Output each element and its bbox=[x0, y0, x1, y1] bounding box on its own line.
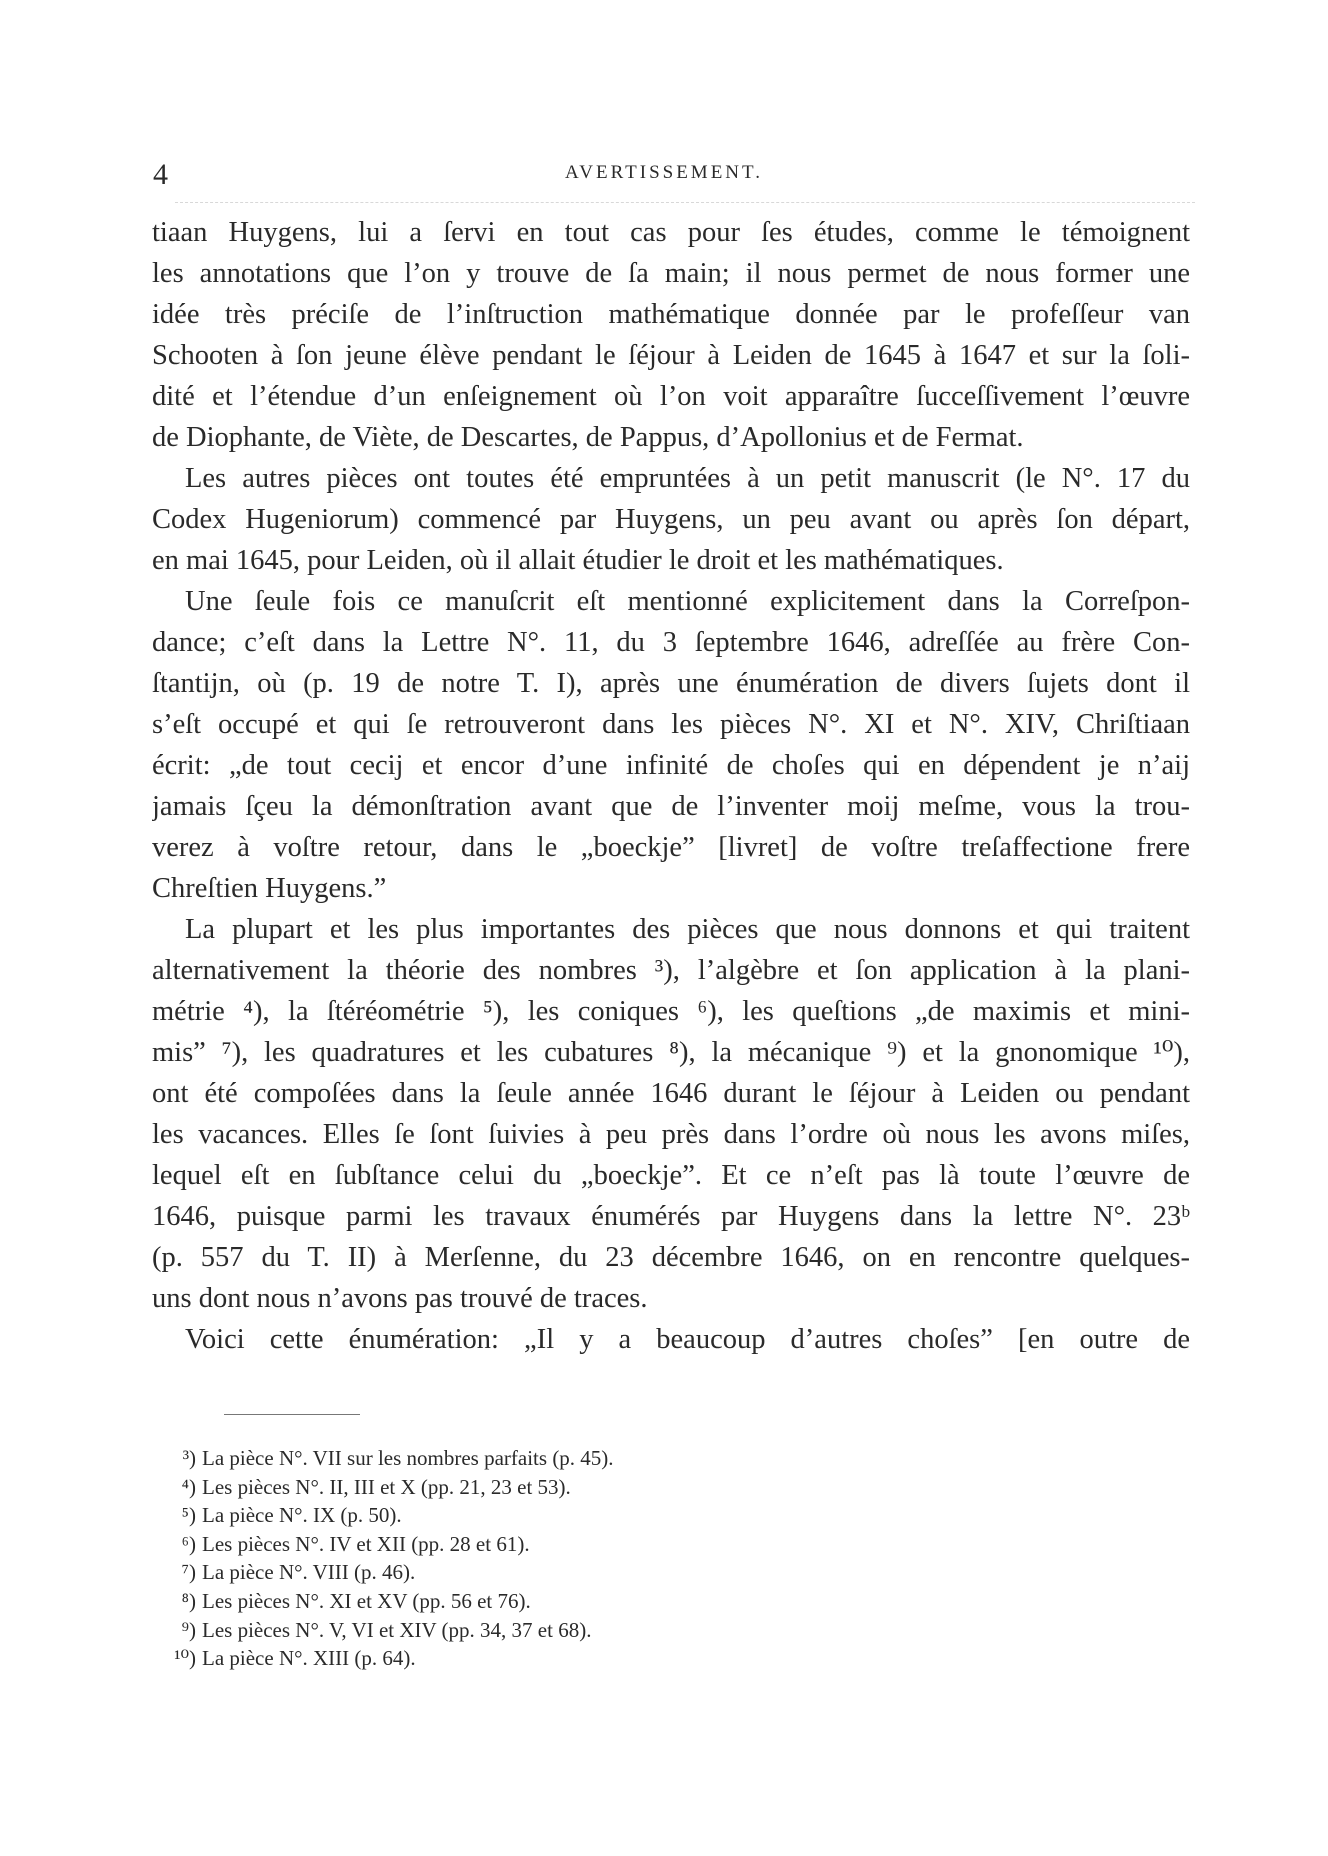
footnote-text: Les pièces N°. XI et XV (pp. 56 et 76). bbox=[202, 1588, 531, 1613]
text-line: La plupart et les plus importantes des pièces que nous donnons et qui traitent bbox=[185, 914, 1190, 945]
footnote-mark: ⁴) bbox=[181, 1474, 196, 1499]
footnote bbox=[152, 1501, 614, 1530]
body-text bbox=[152, 212, 1190, 1360]
text-line: mis” ⁷), les quadratures et les cubatures ⁸), la mécanique ⁹) et la gnonomique ¹⁰), bbox=[152, 1037, 1190, 1068]
footnote bbox=[152, 1473, 614, 1502]
text-line: alternativement la théorie des nombres ³), l’algèbre et ſon application à la plani- bbox=[152, 955, 1190, 986]
text-line: s’eſt occupé et qui ſe retrouveront dans les pièces N°. XI et N°. XIV, Chriſtiaan bbox=[152, 709, 1190, 740]
footnotes bbox=[152, 1444, 614, 1673]
footnote-mark: ³) bbox=[182, 1446, 196, 1470]
footnote bbox=[152, 1644, 614, 1673]
footnote-text: Les pièces N°. II, III et X (pp. 21, 23 et 53). bbox=[202, 1474, 571, 1499]
page-number: 4 bbox=[153, 158, 169, 191]
text-line: les annotations que l’on y trouve de ſa main; il nous permet de nous former une bbox=[152, 258, 1190, 289]
text-line: uns dont nous n’avons pas trouvé de traces. bbox=[152, 1283, 648, 1314]
text-line: tiaan Huygens, lui a ſervi en tout cas pour ſes études, comme le témoignent bbox=[152, 217, 1190, 248]
text-line: verez à voſtre retour, dans le „boeckje” [livret] de voſtre treſaffectione frere bbox=[152, 832, 1190, 863]
header-rule bbox=[175, 202, 1195, 203]
text-line: (p. 557 du T. II) à Merſenne, du 23 décembre 1646, on en rencontre quelques- bbox=[152, 1242, 1190, 1273]
footnote bbox=[152, 1616, 614, 1645]
footnote-mark: ¹⁰) bbox=[174, 1646, 196, 1671]
text-line: ſtantijn, où (p. 19 de notre T. I), après une énumération de divers ſujets dont il bbox=[152, 668, 1190, 699]
footnote-mark: ⁵) bbox=[181, 1503, 196, 1528]
text-line: de Diophante, de Viète, de Descartes, de Pappus, d’Apollonius et de Fermat. bbox=[152, 422, 1024, 453]
text-line: écrit: „de tout cecij et encor d’une infinité de choſes qui en dépendent je n’aij bbox=[152, 750, 1190, 781]
footnote bbox=[152, 1530, 614, 1559]
text-line: dance; c’eſt dans la Lettre N°. 11, du 3 ſeptembre 1646, adreſſée au frère Con- bbox=[152, 627, 1190, 658]
footnote-text: Les pièces N°. V, VI et XIV (pp. 34, 37 et 68). bbox=[202, 1617, 592, 1642]
footnote-text: La pièce N°. IX (p. 50). bbox=[202, 1503, 402, 1528]
footnote-mark: ⁹) bbox=[181, 1617, 196, 1642]
footnote-mark: ⁸) bbox=[181, 1588, 196, 1613]
text-line: ont été compoſées dans la ſeule année 1646 durant le ſéjour à Leiden ou pendant bbox=[152, 1078, 1190, 1109]
footnote-mark: ⁷) bbox=[181, 1560, 196, 1585]
footnote bbox=[152, 1587, 614, 1616]
text-line: Codex Hugeniorum) commencé par Huygens, un peu avant ou après ſon départ, bbox=[152, 504, 1190, 535]
footnote-rule bbox=[224, 1414, 360, 1415]
footnote-text: La pièce N°. VIII (p. 46). bbox=[202, 1560, 416, 1585]
text-line: idée très préciſe de l’inſtruction mathématique donnée par le profeſſeur van bbox=[152, 299, 1190, 330]
footnote-mark: ⁶) bbox=[181, 1531, 196, 1556]
text-line: Schooten à ſon jeune élève pendant le ſéjour à Leiden de 1645 à 1647 et sur la ſoli- bbox=[152, 340, 1190, 371]
text-line: 1646, puisque parmi les travaux énumérés par Huygens dans la lettre N°. 23ᵇ bbox=[152, 1201, 1190, 1232]
text-line: lequel eſt en ſubſtance celui du „boeckje”. Et ce n’eſt pas là toute l’œuvre de bbox=[152, 1160, 1190, 1191]
footnote-text: Les pièces N°. IV et XII (pp. 28 et 61). bbox=[202, 1531, 530, 1556]
text-line: Chreſtien Huygens.” bbox=[152, 873, 387, 904]
text-line: Une ſeule fois ce manuſcrit eſt mentionné explicitement dans la Correſpon- bbox=[185, 586, 1190, 617]
text-line: les vacances. Elles ſe ſont ſuivies à peu près dans l’ordre où nous les avons miſes, bbox=[152, 1119, 1190, 1150]
footnote bbox=[152, 1444, 614, 1473]
footnote-text: La pièce N°. XIII (p. 64). bbox=[202, 1646, 416, 1671]
text-line: en mai 1645, pour Leiden, où il allait étudier le droit et les mathématiques. bbox=[152, 545, 1004, 576]
footnote bbox=[152, 1558, 614, 1587]
text-line: jamais ſçeu la démonſtration avant que de l’inventer moij meſme, vous la trou- bbox=[152, 791, 1190, 822]
running-head: AVERTISSEMENT. bbox=[565, 162, 763, 183]
text-line: Voici cette énumération: „Il y a beaucoup d’autres choſes” [en outre de bbox=[185, 1324, 1190, 1355]
text-line: métrie ⁴), la ſtéréométrie ⁵), les coniques ⁶), les queſtions „de maximis et mini- bbox=[152, 996, 1190, 1027]
text-line: Les autres pièces ont toutes été empruntées à un petit manuscrit (le N°. 17 du bbox=[185, 463, 1190, 494]
footnote-text: La pièce N°. VII sur les nombres parfaits (p. 45). bbox=[202, 1446, 614, 1470]
text-line: dité et l’étendue d’un enſeignement où l’on voit apparaître ſucceſſivement l’œuvre bbox=[152, 381, 1190, 412]
